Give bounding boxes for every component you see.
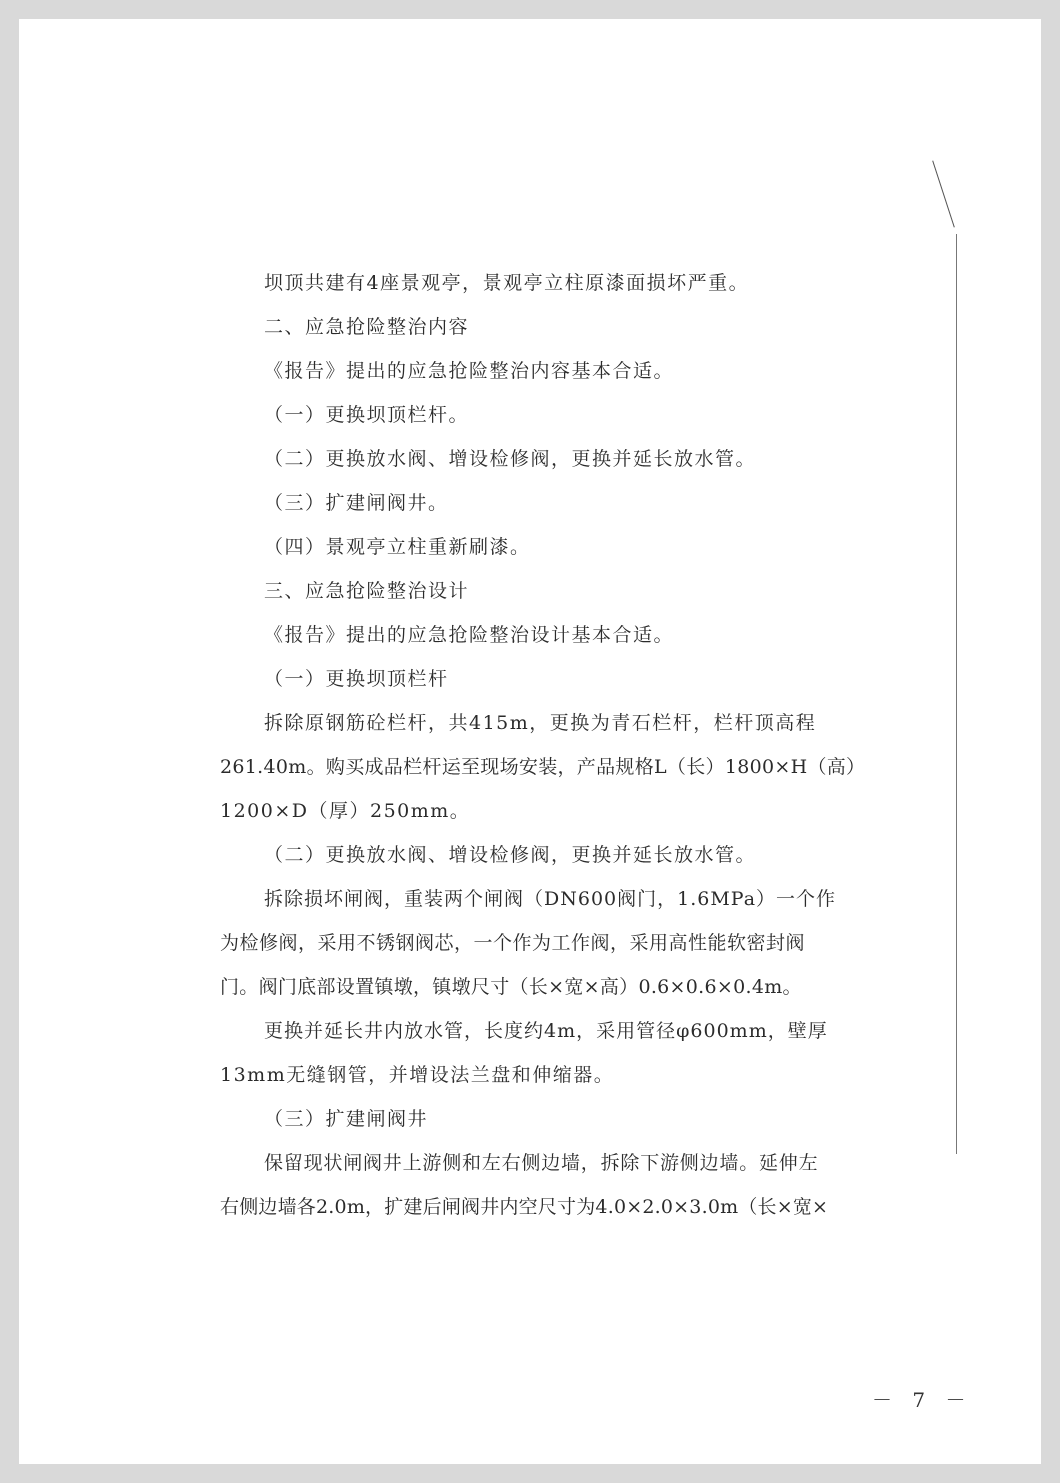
- text-line: 13mm无缝钢管，并增设法兰盘和伸缩器。: [220, 1064, 615, 1086]
- subsection-heading: （三）扩建闸阀井: [264, 1108, 429, 1130]
- subsection-heading: （一）更换坝顶栏杆: [264, 668, 449, 690]
- page-number: － 7 －: [872, 1388, 973, 1412]
- subsection-heading: （二）更换放水阀、增设检修阀，更换并延长放水管。: [264, 844, 757, 866]
- text-line: 坝顶共建有4座景观亭，景观亭立柱原漆面损坏严重。: [264, 272, 750, 294]
- section-heading: 三、应急抢险整治设计: [264, 580, 470, 602]
- text-line: 拆除原钢筋砼栏杆，共415m，更换为青石栏杆，栏杆顶高程: [264, 712, 817, 734]
- document-page: [19, 19, 1041, 1464]
- text-line: 保留现状闸阀井上游侧和左右侧边墙，拆除下游侧边墙。延伸左: [264, 1152, 819, 1174]
- text-line: 1200×D（厚）250mm。: [220, 800, 471, 822]
- text-line: 261.40m。购买成品栏杆运至现场安装，产品规格L（长）1800×H（高）: [220, 756, 866, 778]
- list-item: （一）更换坝顶栏杆。: [264, 404, 470, 426]
- text-line: 门。阀门底部设置镇墩，镇墩尺寸（长×宽×高）0.6×0.6×0.4m。: [220, 976, 802, 998]
- text-line: 《报告》提出的应急抢险整治内容基本合适。: [264, 360, 675, 382]
- text-line: 右侧边墙各2.0m，扩建后闸阀井内空尺寸为4.0×2.0×3.0m（长×宽×: [220, 1196, 829, 1218]
- text-line: 更换并延长井内放水管，长度约4m，采用管径φ600mm，壁厚: [264, 1020, 828, 1042]
- list-item: （三）扩建闸阀井。: [264, 492, 449, 514]
- text-line: 为检修阀，采用不锈钢阀芯，一个作为工作阀，采用高性能软密封阀: [220, 932, 806, 954]
- scan-edge-stroke: [932, 161, 955, 228]
- section-heading: 二、应急抢险整治内容: [264, 316, 470, 338]
- scan-edge-line: [956, 234, 957, 1154]
- text-line: 《报告》提出的应急抢险整治设计基本合适。: [264, 624, 675, 646]
- list-item: （二）更换放水阀、增设检修阀，更换并延长放水管。: [264, 448, 757, 470]
- list-item: （四）景观亭立柱重新刷漆。: [264, 536, 531, 558]
- text-line: 拆除损坏闸阀，重装两个闸阀（DN600阀门，1.6MPa）一个作: [264, 888, 837, 910]
